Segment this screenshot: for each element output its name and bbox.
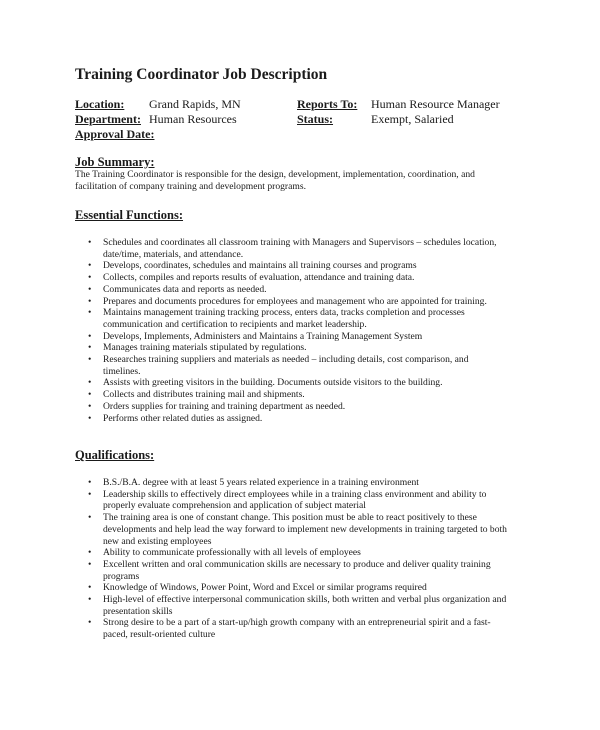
essential-functions-list [88, 237, 508, 424]
location-label: Location: [75, 97, 125, 111]
list-item-text: Orders supplies for training and training department as needed. [103, 400, 346, 412]
list-item [88, 237, 508, 260]
list-item-text: Schedules and coordinates all classroom training with Managers and Supervisors – schedules location, date/time, materials, and attendance. [103, 237, 497, 260]
list-item-text: Researches training suppliers and materials as needed – including details, cost comparison, and timelines. [103, 354, 469, 377]
list-item [88, 331, 508, 343]
bullet-icon: • [88, 617, 92, 629]
list-item [88, 377, 508, 389]
list-item [88, 389, 508, 401]
list-item-text: Maintains management training tracking process, enters data, tracks completion and processes communication and certification to recipients and market leadership. [103, 307, 465, 330]
bullet-icon: • [88, 412, 92, 424]
job-summary-heading: Job Summary: [75, 155, 155, 169]
essential-functions-heading: Essential Functions: [75, 208, 184, 222]
list-item [88, 401, 508, 413]
list-item [88, 413, 508, 425]
bullet-icon: • [88, 558, 92, 570]
reports-to-label: Reports To: [297, 97, 358, 111]
approval-date-label: Approval Date: [75, 127, 155, 141]
department-label: Department: [75, 112, 141, 126]
list-item-text: Strong desire to be a part of a start-up/high growth company with an entrepreneurial spirit and a fast-paced, result-oriented culture [103, 617, 491, 641]
list-item [88, 559, 508, 582]
list-item [88, 547, 508, 559]
bullet-icon: • [88, 582, 92, 594]
job-summary-text: The Training Coordinator is responsible for the design, development, implementation, coordination, and facilitation of company training and development programs. [75, 169, 475, 192]
bullet-icon: • [88, 260, 92, 272]
list-item-text: Performs other related duties as assigned. [103, 412, 263, 424]
list-item [88, 477, 508, 489]
list-item-text: Develops, Implements, Administers and Maintains a Training Management System [103, 330, 423, 342]
bullet-icon: • [88, 237, 92, 248]
list-item-text: Manages training materials stipulated by regulations. [103, 342, 307, 354]
list-item [88, 512, 508, 547]
list-item-text: Collects and distributes training mail and shipments. [103, 389, 305, 401]
status-label: Status: [297, 112, 334, 126]
list-item [88, 617, 508, 640]
list-item-text: The training area is one of constant change. This position must be able to react positively to these developments and help lead the way forward to implement new developments in training targeted to both new and existing employees [103, 512, 507, 547]
list-item-text: Leadership skills to effectively direct employees while in a training class environment and ability to properly evaluate comprehension and application of subject material [103, 488, 487, 512]
list-item [88, 260, 508, 272]
list-item-text: Communicates data and reports as needed. [103, 283, 267, 295]
list-item-text: High-level of effective interpersonal communication skills, both written and verbal plus organization and presentation skills [103, 594, 507, 617]
list-item [88, 307, 508, 330]
list-item-text: Excellent written and oral communication skills are necessary to produce and deliver quality training programs [103, 558, 491, 582]
bullet-icon: • [88, 330, 92, 342]
bullet-icon: • [88, 354, 92, 366]
bullet-icon: • [88, 477, 92, 488]
list-item-text: Knowledge of Windows, Power Point, Word and Excel or similar programs required [103, 582, 427, 594]
list-item-text: Develops, coordinates, schedules and maintains all training courses and programs [103, 260, 417, 272]
reports-to-value: Human Resource Manager [371, 97, 500, 111]
department-value: Human Resources [149, 112, 237, 126]
bullet-icon: • [88, 342, 92, 354]
bullet-icon: • [88, 295, 92, 307]
bullet-icon: • [88, 547, 92, 559]
list-item [88, 284, 508, 296]
bullet-icon: • [88, 400, 92, 412]
qualifications-heading: Qualifications: [75, 448, 155, 462]
document-title: Training Coordinator Job Description [75, 66, 328, 83]
bullet-icon: • [88, 594, 92, 606]
list-item-text: Ability to communicate professionally with all levels of employees [103, 547, 361, 559]
bullet-icon: • [88, 283, 92, 295]
list-item [88, 489, 508, 512]
list-item-text: B.S./B.A. degree with at least 5 years related experience in a training environment [103, 477, 419, 488]
bullet-icon: • [88, 389, 92, 401]
list-item-text: Prepares and documents procedures for employees and management who are appointed for training. [103, 295, 487, 307]
status-value: Exempt, Salaried [371, 112, 454, 126]
list-item [88, 272, 508, 284]
list-item [88, 296, 508, 308]
list-item [88, 582, 508, 594]
location-value: Grand Rapids, MN [149, 97, 241, 111]
list-item [88, 342, 508, 354]
bullet-icon: • [88, 377, 92, 389]
list-item [88, 594, 508, 617]
bullet-icon: • [88, 272, 92, 284]
list-item-text: Collects, compiles and reports results of evaluation, attendance and training data. [103, 272, 415, 284]
bullet-icon: • [88, 307, 92, 319]
qualifications-list [88, 477, 508, 641]
bullet-icon: • [88, 512, 92, 524]
bullet-icon: • [88, 488, 92, 500]
list-item-text: Assists with greeting visitors in the building. Documents outside visitors to the building. [103, 377, 443, 389]
list-item [88, 354, 508, 377]
